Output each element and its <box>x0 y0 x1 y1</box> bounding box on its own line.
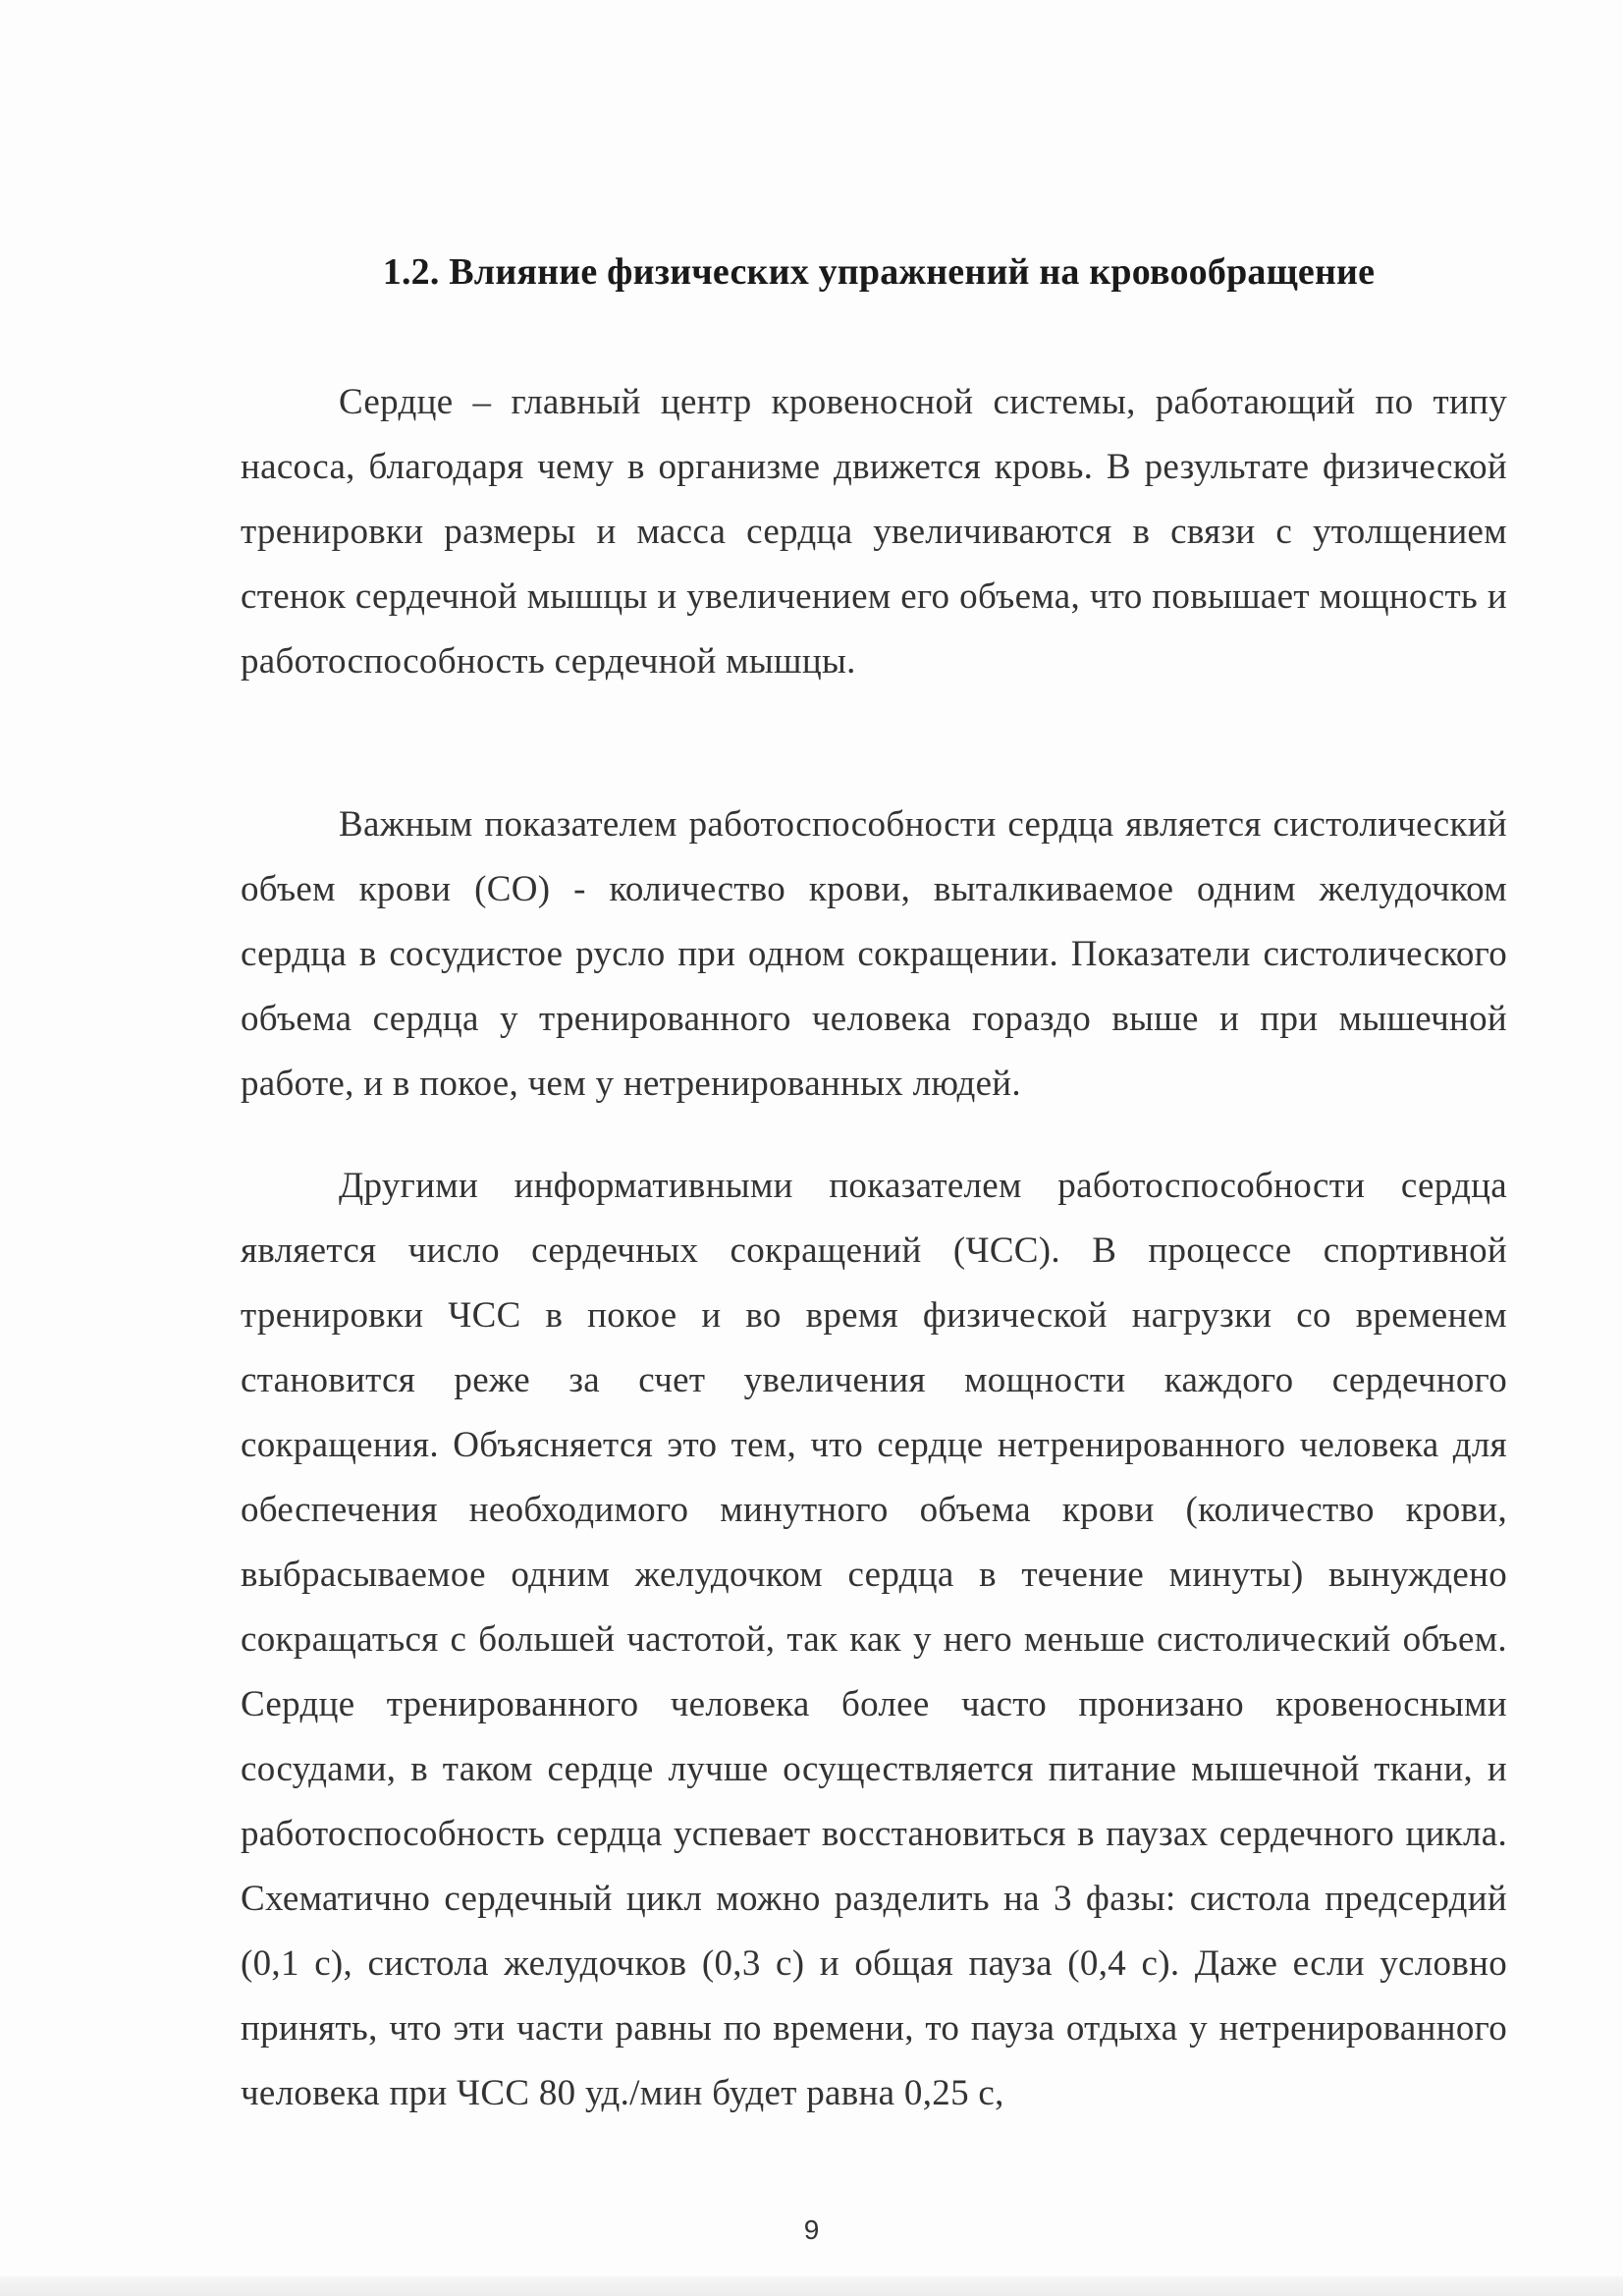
paragraph-heart-rate: Другими информативными показателем работоспособности сердца является число сердечных сокращений (ЧСС). В процессе спортивной тренировки ЧСС в покое и во время физической нагрузки со временем становится реже за счет увеличения мощности каждого сердечного сокращения. Объясняется это тем, что сердце нетренированного человека для обеспечения необходимого минутного объема крови (количество крови, выбрасываемое одним желудочком сердца в течение минуты) вынуждено сокращаться с большей частотой, так как у него меньше систолический объем. Сердце тренированного человека более часто пронизано кровеносными сосудами, в таком сердце лучше осуществляется питание мышечной ткани, и работоспособность сердца успевает восстановиться в паузах сердечного цикла. Схематично сердечный цикл можно разделить на 3 фазы: систола предсердий (0,1 с), систола желудочков (0,3 с) и общая пауза (0,4 с). Даже если условно принять, что эти части равны по времени, то пауза отдыха у нетренированного человека при ЧСС 80 уд./мин будет равна 0,25 с, <box>241 1166 1507 2113</box>
paragraph-heart-function: Сердце – главный центр кровеносной системы, работающий по типу насоса, благодаря чему в организме движется кровь. В результате физической тренировки размеры и масса сердца увеличиваются в связи с утолщением стенок сердечной мышцы и увеличением его объема, что повышает мощность и работоспособность сердечной мышцы. <box>241 382 1507 682</box>
scan-bottom-edge <box>0 2276 1623 2296</box>
section-heading: 1.2. Влияние физических упражнений на кровообращение <box>382 251 1376 293</box>
paragraph-systolic-volume: Важным показателем работоспособности сердца является систолический объем крови (СО) - количество крови, выталкиваемое одним желудочком сердца в сосудистое русло при одном сокращении. Показатели систолического объема сердца у тренированного человека гораздо выше и при мышечной работе, и в покое, чем у нетренированных людей. <box>241 804 1507 1104</box>
page-number: 9 <box>803 2214 820 2245</box>
